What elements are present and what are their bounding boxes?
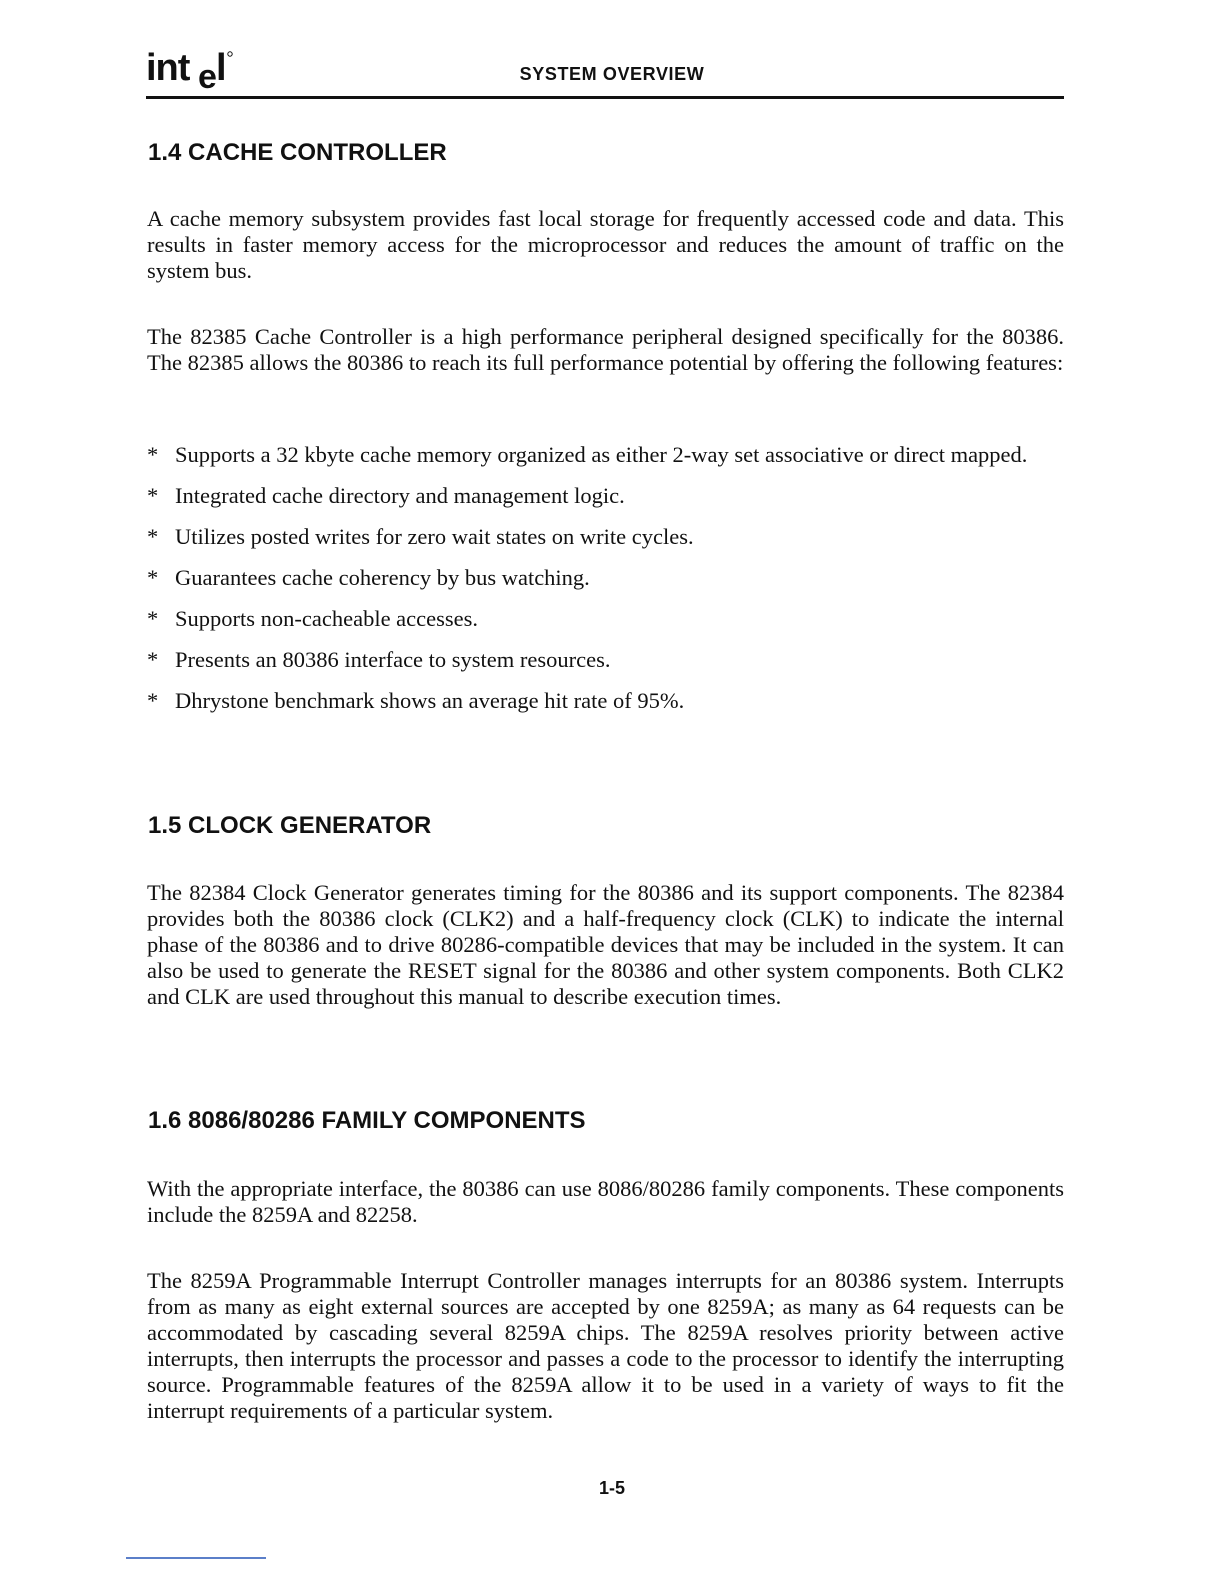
bullet-marker: * bbox=[147, 606, 159, 631]
list-item-text: Utilizes posted writes for zero wait states on write cycles. bbox=[175, 524, 694, 549]
feature-list bbox=[147, 442, 1064, 729]
header-rule bbox=[146, 96, 1064, 99]
list-item bbox=[147, 688, 1064, 714]
paragraph-8259a: The 8259A Programmable Interrupt Controller manages interrupts for an 80386 system. Interrupts from as many as eight external sources are accepted by one 8259A; as many as 64 requests can be accommodated by cascading several 8259A chips. The 8259A resolves priority between active interrupts, then interrupts the processor and passes a code to the processor to identify the interrupting source. Programmable features of the 8259A allow it to be used in a variety of ways to fit the interrupt requirements of a particular system. bbox=[147, 1268, 1064, 1423]
svg-text:e: e bbox=[198, 58, 217, 96]
scan-edge-mark bbox=[126, 1557, 266, 1559]
list-item-text: Supports a 32 kbyte cache memory organized as either 2-way set associative or direct mapped. bbox=[175, 442, 1028, 467]
paragraph-82385-intro: The 82385 Cache Controller is a high performance peripheral designed specifically for the 80386. The 82385 allows the 80386 to reach its full performance potential by offering the following features: bbox=[147, 324, 1064, 375]
bullet-marker: * bbox=[147, 647, 159, 672]
list-item bbox=[147, 565, 1064, 591]
bullet-marker: * bbox=[147, 524, 159, 549]
svg-text:int: int bbox=[146, 47, 190, 89]
section-title-cache-controller: 1.4 CACHE CONTROLLER bbox=[148, 139, 447, 166]
paragraph-cache-intro: A cache memory subsystem provides fast local storage for frequently accessed code and data. This results in faster memory access for the microprocessor and reduces the amount of traffic on the system bus. bbox=[147, 206, 1064, 283]
section-title-clock-generator: 1.5 CLOCK GENERATOR bbox=[148, 812, 432, 839]
running-head: SYSTEM OVERVIEW bbox=[519, 64, 705, 84]
list-item bbox=[147, 483, 1064, 509]
list-item-text: Guarantees cache coherency by bus watching. bbox=[175, 565, 590, 590]
bullet-marker: * bbox=[147, 688, 159, 713]
page-number: 1-5 bbox=[598, 1478, 625, 1498]
bullet-marker: * bbox=[147, 483, 159, 508]
bullet-marker: * bbox=[147, 442, 159, 467]
list-item-text: Integrated cache directory and management logic. bbox=[175, 483, 625, 508]
list-item-text: Supports non-cacheable accesses. bbox=[175, 606, 479, 631]
paragraph-family-interface: With the appropriate interface, the 80386 can use 8086/80286 family components. These components include the 8259A and 82258. bbox=[147, 1176, 1064, 1227]
list-item bbox=[147, 524, 1064, 550]
list-item bbox=[147, 442, 1064, 468]
section-title-family-components: 1.6 8086/80286 FAMILY COMPONENTS bbox=[148, 1107, 586, 1134]
paragraph-82384-clock: The 82384 Clock Generator generates timing for the 80386 and its support components. The 82384 provides both the 80386 clock (CLK2) and a half-frequency clock (CLK) to indicate the internal phase of the 80386 and to drive 80286-compatible devices that may be included in the system. It can also be used to generate the RESET signal for the 80386 and other system components. Both CLK2 and CLK are used throughout this manual to describe execution times. bbox=[147, 880, 1064, 1009]
list-item bbox=[147, 647, 1064, 673]
bullet-marker: * bbox=[147, 565, 159, 590]
list-item-text: Presents an 80386 interface to system resources. bbox=[175, 647, 611, 672]
list-item bbox=[147, 606, 1064, 632]
list-item-text: Dhrystone benchmark shows an average hit rate of 95%. bbox=[175, 688, 685, 713]
svg-text:l: l bbox=[216, 47, 227, 89]
